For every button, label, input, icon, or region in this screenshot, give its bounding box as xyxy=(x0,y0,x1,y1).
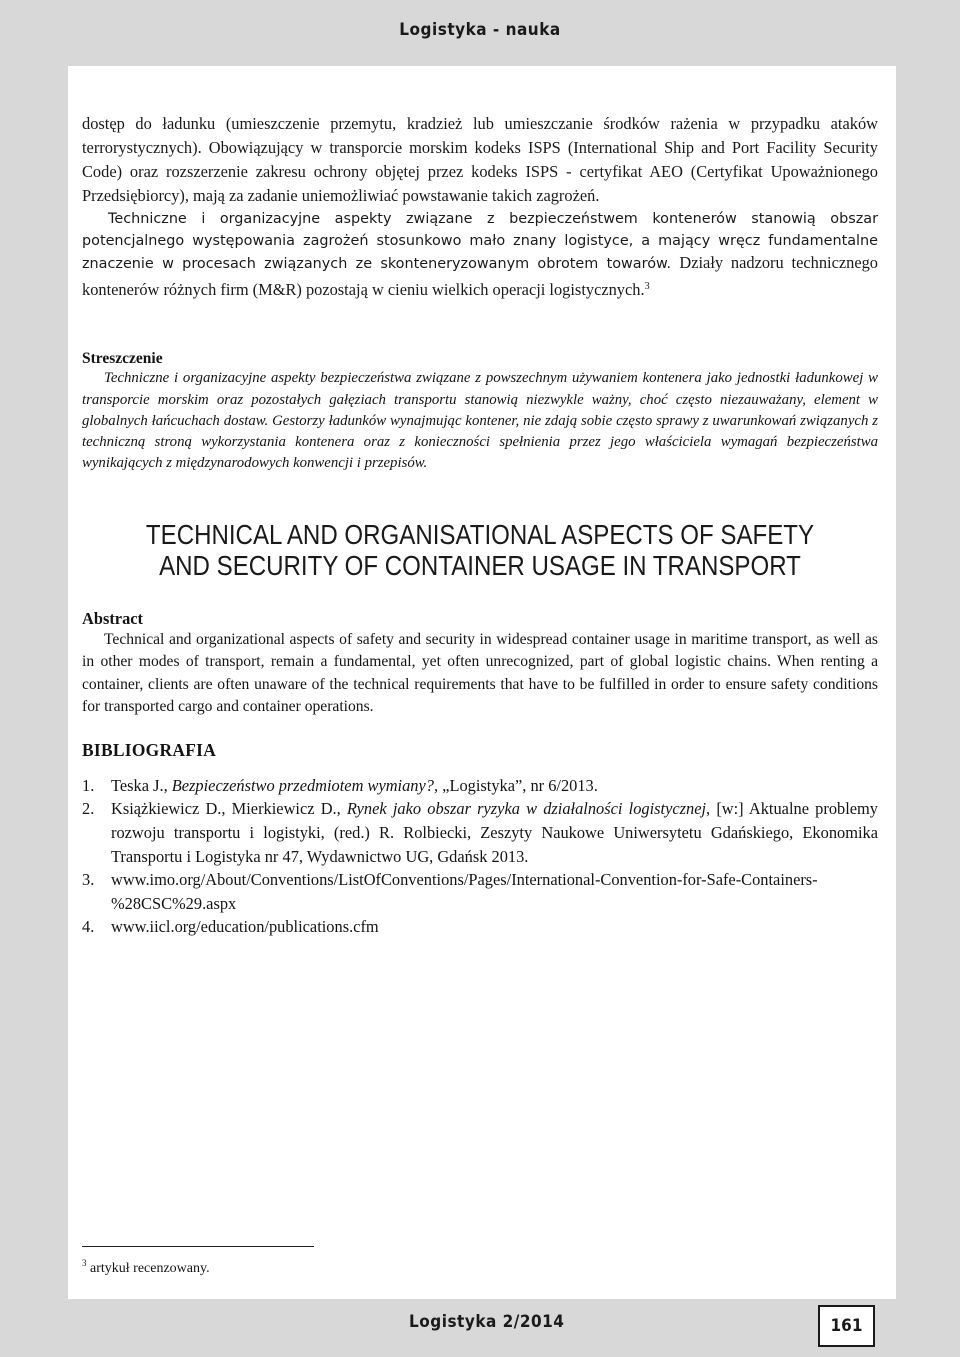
abstract-english-text: Technical and organizational aspects of safety and security in widespread container usage in maritime transport, as well as in other modes of transport, remain a fundamental, yet often unrecognized, part of global logistic chains. When renting a container, clients are often unaware of the technical requirements that have to be fulfilled in order to ensure safety conditions for transported cargo and container operations. xyxy=(82,630,878,716)
intro-paragraph-1-text: dostęp do ładunku (umieszczenie przemytu, kradzież lub umieszczanie środków rażenia w przypadku ataków terrorystycznych). Obowiązujący w transporcie morskim kodeks ISPS (International Ship and Port Facility Security Code) oraz rozszerzenie zakresu ochrony objętej przez kodeks ISPS - certyfikat AEO (Certyfikat Upoważnionego Przedsiębiorcy), mają za zadanie uniemożliwiać powstawanie takich zagrożeń. xyxy=(82,114,878,205)
bibliography-item xyxy=(82,915,878,939)
bibliography-item-rest: , [w:] Aktualne problemy rozwoju transportu i logistyki, (red.) R. Rolbiecki, Zeszyty Naukowe Uniwersytetu Gdańskiego, Ekonomika Transportu i Logistyka nr 47, Wydawnictwo UG, Gdańsk 2013. xyxy=(111,799,878,866)
intro-paragraph-1 xyxy=(82,113,878,209)
article-content xyxy=(82,113,878,939)
bibliography-item-author: Teska J., xyxy=(111,775,172,795)
footer-journal-name: Logistyka 2/2014 xyxy=(409,1312,565,1332)
bibliography-item-title: Bezpieczeństwo przedmiotem wymiany?, xyxy=(171,775,439,795)
page-number-box: 161 xyxy=(818,1305,875,1347)
bibliography-item-number: 3. xyxy=(82,870,95,890)
intro-paragraph-2 xyxy=(82,209,878,304)
footnote-divider xyxy=(82,1246,314,1247)
footnote-text: artykuł recenzowany. xyxy=(90,1261,210,1276)
abstract-polish-text: Techniczne i organizacyjne aspekty bezpieczeństwa związane z powszechnym używaniem kontenera jako jednostki ładunkowej w transporcie morskim oraz pozostałych gałęziach transportu stanowią niezwykle ważny, choć często niezauważany, element w globalnych łańcuchach dostaw. Gestorzy ładunków wynajmując kontener, nie zdają sobie często sprawy z uwarunkowań związanych z techniczną stroną wykorzystania kontenera oraz z konieczności spełnienia przez jego właściciela wymagań bezpieczeństwa wynikających z międzynarodowych konwencji i przepisów. xyxy=(82,370,878,472)
page-sheet xyxy=(68,66,896,1299)
bibliography-item-number: 4. xyxy=(82,917,95,937)
footnote xyxy=(82,1254,210,1278)
footnote-marker: 3 xyxy=(82,1258,87,1268)
intro-paragraph-2-serif: Działy nadzoru technicznego kontenerów różnych firm (M&R) pozostają w cieniu wielkich operacji logistycznych. xyxy=(82,253,879,300)
running-header: Logistyka - nauka xyxy=(399,20,561,40)
abstract-english xyxy=(82,609,878,719)
bibliography-item-rest: „Logistyka”, nr 6/2013. xyxy=(438,775,598,795)
bibliography-heading: BIBLIOGRAFIA xyxy=(82,739,217,760)
bibliography-item-url: www.iicl.org/education/publications.cfm xyxy=(111,917,379,937)
bibliography-item-author: Książkiewicz D., Mierkiewicz D., xyxy=(111,799,347,819)
bibliography-list xyxy=(82,774,878,939)
bibliography-item-title: Rynek jako obszar ryzyka w działalności logistycznej xyxy=(346,799,707,819)
intro-paragraph-2-sans: Techniczne i organizacyjne aspekty związane z bezpieczeństwem kontenerów stanowią obszar potencjalnego występowania zagrożeń stosunkowo mało znany logistyce, a mający wręcz fundamentalne znaczenie w procesach związanych ze skonteneryzowanym obrotem towarów. xyxy=(82,210,878,273)
abstract-english-heading: Abstract xyxy=(82,608,143,628)
intro-text xyxy=(82,113,878,303)
bibliography-item-url: www.imo.org/About/Conventions/ListOfConventions/Pages/International-Convention-for-Safe-Containers-%28CSC%29.aspx xyxy=(111,870,818,913)
bibliography-item xyxy=(82,774,878,798)
bibliography-item-number: 2. xyxy=(82,799,95,819)
bibliography-item xyxy=(82,797,878,868)
english-title: TECHNICAL AND ORGANISATIONAL ASPECTS OF SAFETY AND SECURITY OF CONTAINER USAGE IN TRANSPORT xyxy=(145,518,815,581)
abstract-polish xyxy=(82,349,878,474)
footnote-reference: 3 xyxy=(644,281,650,293)
bibliography-item xyxy=(82,868,878,915)
bibliography xyxy=(82,739,878,939)
bibliography-item-number: 1. xyxy=(82,775,95,795)
abstract-polish-heading: Streszczenie xyxy=(82,350,163,368)
